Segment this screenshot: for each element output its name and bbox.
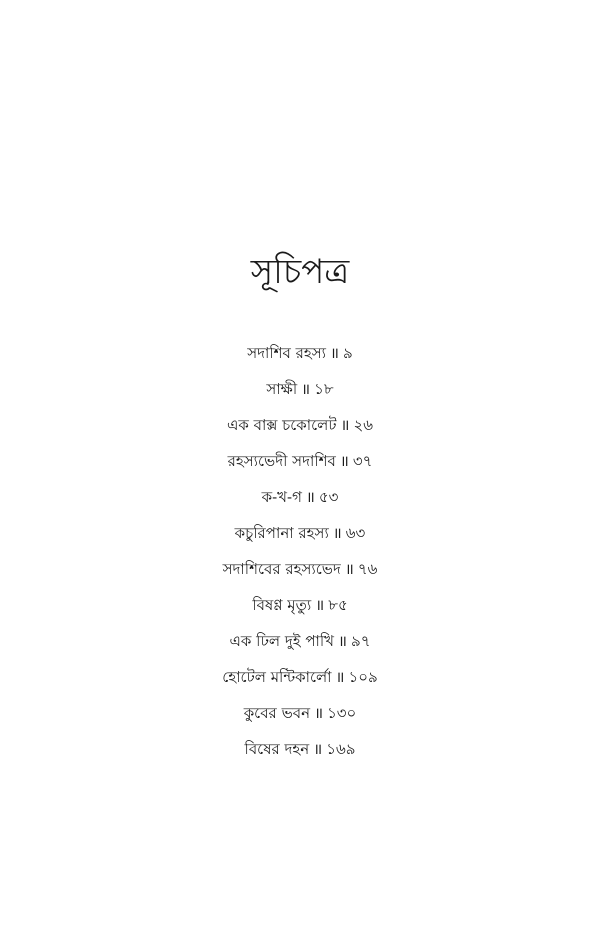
toc-entry bbox=[0, 698, 600, 734]
toc-entry-page: ৮৫ bbox=[328, 596, 348, 614]
toc-separator: ॥ bbox=[305, 488, 315, 506]
toc-entry-page: ৩৭ bbox=[352, 452, 373, 470]
toc-entry-page: ২৬ bbox=[353, 416, 374, 434]
toc-entry-title: কচুরিপানা রহস্য bbox=[234, 524, 329, 542]
toc-entry bbox=[0, 590, 600, 626]
toc-entry bbox=[0, 374, 600, 410]
toc-separator: ॥ bbox=[315, 596, 325, 614]
toc-entry-title: হোটেল মন্টিকার্লো bbox=[222, 668, 332, 686]
toc-entry bbox=[0, 662, 600, 698]
toc-entry bbox=[0, 626, 600, 662]
toc-entry-title: সদাশিব রহস্য bbox=[247, 344, 327, 362]
toc-entry bbox=[0, 734, 600, 770]
toc-entry bbox=[0, 338, 600, 374]
toc-separator: ॥ bbox=[338, 632, 348, 650]
table-of-contents bbox=[0, 338, 600, 770]
toc-entry-page: ১৩০ bbox=[327, 704, 357, 722]
toc-entry-page: ১০৯ bbox=[348, 668, 378, 686]
toc-separator: ॥ bbox=[335, 668, 345, 686]
toc-separator: ॥ bbox=[330, 344, 340, 362]
toc-separator: ॥ bbox=[332, 524, 342, 542]
toc-entry-page: ১৮ bbox=[314, 380, 334, 398]
toc-entry-title: বিষের দহন bbox=[244, 740, 310, 758]
toc-entry-page: ৬৩ bbox=[345, 524, 366, 542]
toc-entry-title: কুবের ভবন bbox=[243, 704, 311, 722]
toc-entry-page: ৭৬ bbox=[357, 560, 378, 578]
toc-entry-page: ১৬৯ bbox=[326, 740, 356, 758]
toc-entry-title: রহস্যভেদী সদাশিব bbox=[227, 452, 336, 470]
toc-entry bbox=[0, 518, 600, 554]
toc-entry-title: সাক্ষী bbox=[266, 380, 298, 398]
toc-separator: ॥ bbox=[313, 740, 323, 758]
toc-separator: ॥ bbox=[339, 452, 349, 470]
toc-entry-title: এক ঢিল দুই পাখি bbox=[229, 632, 335, 650]
toc-entry-page: ৯ bbox=[343, 344, 353, 362]
toc-entry bbox=[0, 482, 600, 518]
toc-entry bbox=[0, 446, 600, 482]
toc-separator: ॥ bbox=[314, 704, 324, 722]
toc-entry-title: সদাশিবের রহস্যভেদ bbox=[222, 560, 341, 578]
toc-separator: ॥ bbox=[301, 380, 311, 398]
toc-entry bbox=[0, 410, 600, 446]
toc-entry-title: এক বাক্স চকোলেট bbox=[226, 416, 337, 434]
toc-entry-title: বিষণ্ণ মৃত্যু bbox=[252, 596, 312, 614]
toc-entry-page: ৫৩ bbox=[318, 488, 339, 506]
page-title: সূচিপত্র bbox=[250, 252, 350, 292]
toc-entry-title: ক-খ-গ bbox=[261, 488, 302, 506]
toc-entry-page: ৯৭ bbox=[351, 632, 371, 650]
toc-separator: ॥ bbox=[344, 560, 354, 578]
toc-separator: ॥ bbox=[340, 416, 350, 434]
toc-entry bbox=[0, 554, 600, 590]
